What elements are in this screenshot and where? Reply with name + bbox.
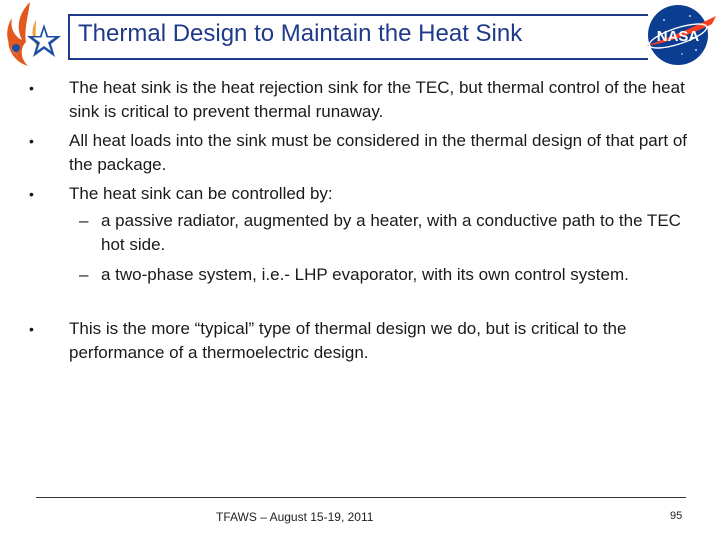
sub-bullet-item bbox=[79, 263, 681, 287]
nasa-wordmark: NASA bbox=[656, 28, 700, 45]
sub-bullet-text: a passive radiator, augmented by a heater, with a conductive path to the TEC hot side. bbox=[101, 211, 681, 254]
footer-divider bbox=[36, 497, 686, 498]
sub-bullet-item bbox=[79, 209, 681, 257]
bullet-marker: • bbox=[29, 80, 34, 96]
sub-bullet-marker: – bbox=[79, 265, 89, 284]
bullet-text: This is the more “typical” type of thermal design we do, but is critical to the performance of a thermoelectric design. bbox=[69, 319, 627, 362]
bullet-item bbox=[29, 76, 689, 124]
bullet-text: The heat sink can be controlled by: bbox=[69, 184, 333, 203]
bullet-marker: • bbox=[29, 133, 34, 149]
sub-bullet-text: a two-phase system, i.e.- LHP evaporator, with its own control system. bbox=[101, 265, 629, 284]
sub-bullet-marker: – bbox=[79, 211, 89, 230]
title-frame-left-rule bbox=[68, 14, 70, 60]
bullet-text: The heat sink is the heat rejection sink for the TEC, but thermal control of the heat sink is critical to prevent thermal runaway. bbox=[69, 78, 685, 121]
nasa-meatball-logo-icon bbox=[640, 2, 720, 68]
bullet-item bbox=[29, 182, 689, 206]
bullet-marker: • bbox=[29, 186, 34, 202]
page-number: 95 bbox=[670, 510, 683, 522]
slide-title: Thermal Design to Maintain the Heat Sink bbox=[78, 20, 523, 47]
bullet-item bbox=[29, 317, 689, 365]
bullet-item bbox=[29, 129, 689, 177]
bullet-text: All heat loads into the sink must be considered in the thermal design of that part of the package. bbox=[69, 131, 688, 174]
tfaws-star-flame-logo-icon bbox=[0, 0, 72, 70]
bullet-marker: • bbox=[29, 321, 34, 337]
footer-text: TFAWS – August 15-19, 2011 bbox=[216, 510, 374, 524]
